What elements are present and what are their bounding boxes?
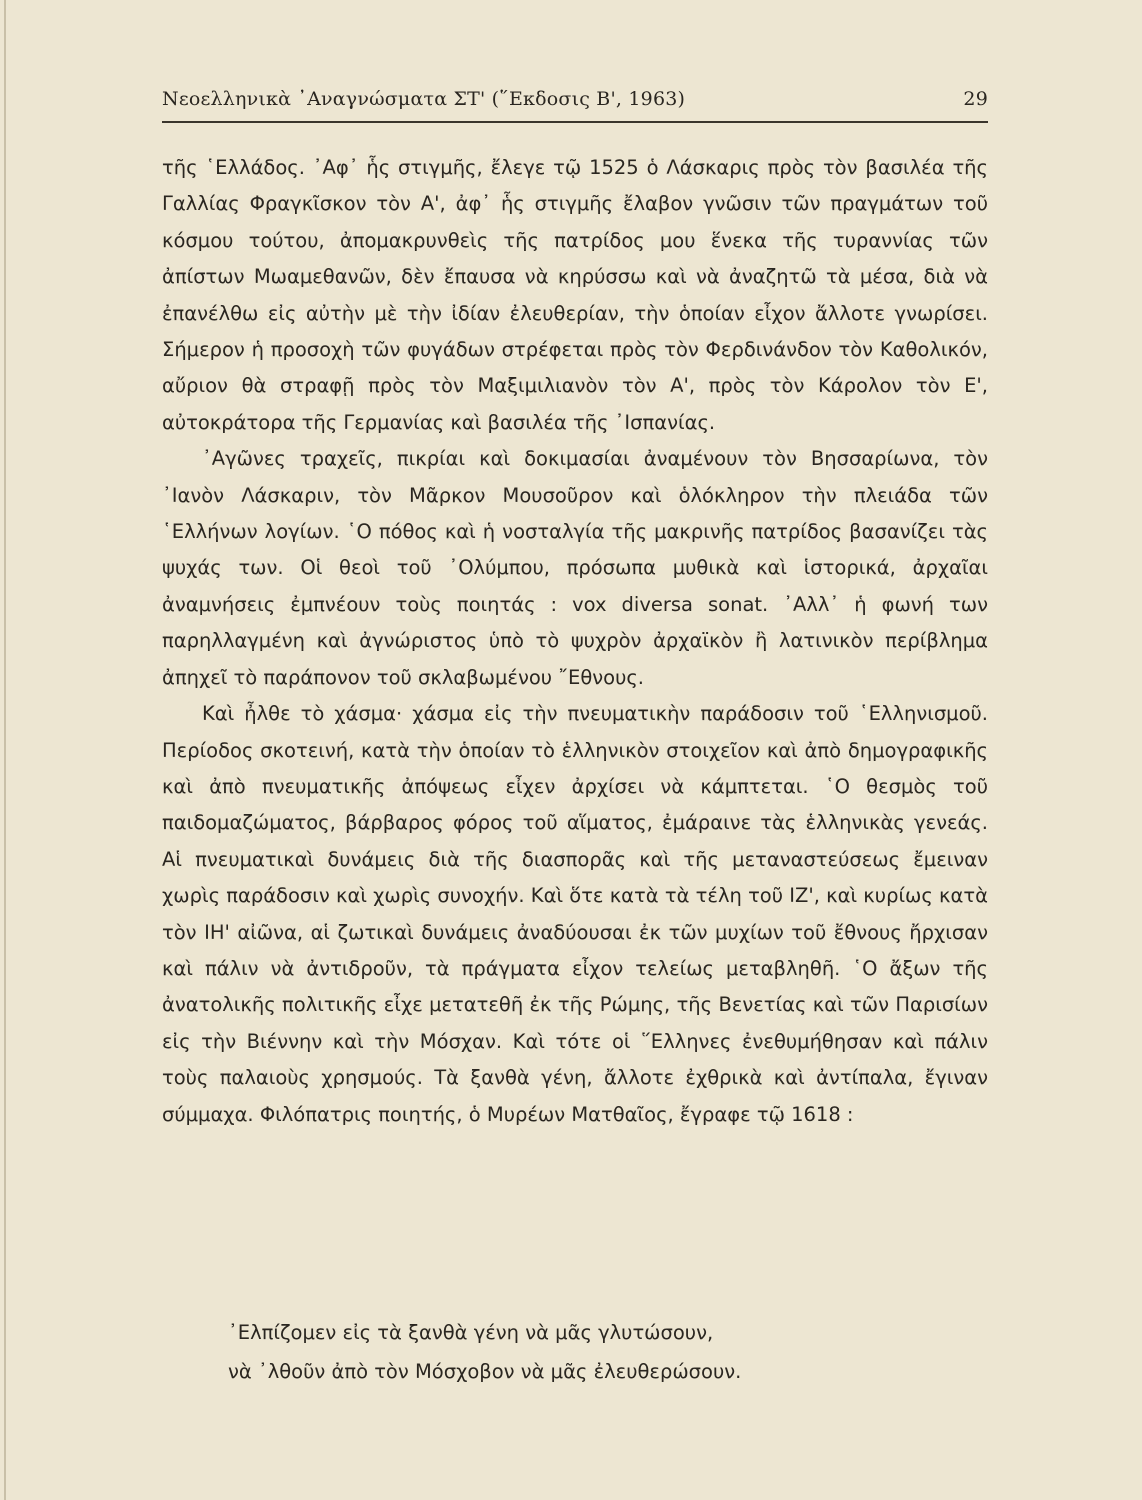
verse-line-1: ᾿Ελπίζομεν εἰς τὰ ξανθὰ γένη νὰ μᾶς γλυτώσουν,: [228, 1321, 714, 1344]
verse-quote: [162, 1313, 988, 1391]
paragraph-1: τῆς ῾Ελλάδος. ᾿Αφ᾿ ἧς στιγμῆς, ἔλεγε τῷ 1525 ὁ Λάσκαρις πρὸς τὸν βασιλέα τῆς Γαλλίας Φραγκῖσκον τὸν Α', ἀφ᾿ ἧς στιγμῆς ἔλαβον γνῶσιν τῶν πραγμάτων τοῦ κόσμου τούτου, ἀπομακρυνθεὶς τῆς πατρίδος μου ἕνεκα τῆς τυραννίας τῶν ἀπίστων Μωαμεθανῶν, δὲν ἔπαυσα νὰ κηρύσσω καὶ νὰ ἀναζητῶ τὰ μέσα, διὰ νὰ ἐπανέλθω εἰς αὐτὴν μὲ τὴν ἰδίαν ἐλευθερίαν, τὴν ὁποίαν εἶχον ἄλλοτε γνωρίσει. Σήμερον ἡ προσοχὴ τῶν φυγάδων στρέφεται πρὸς τὸν Φερδινάνδον τὸν Καθολικόν, αὔριον θὰ στραφῇ πρὸς τὸν Μαξιμιλιανὸν τὸν Α', πρὸς τὸν Κάρολον τὸν Ε', αὐτοκράτορα τῆς Γερμανίας καὶ βασιλέα τῆς ᾿Ισπανίας.: [162, 156, 988, 434]
page-edge-line: [4, 0, 6, 1500]
page-header: [162, 84, 988, 114]
main-text: [162, 150, 988, 1133]
verse-line-2: νὰ ᾿λθοῦν ἀπὸ τὸν Μόσχοβον νὰ μᾶς ἐλευθερώσουν.: [228, 1360, 742, 1383]
page-number: 29: [963, 88, 988, 110]
header-rule: [162, 121, 988, 123]
running-title: Νεοελληνικὰ ᾿Αναγνώσματα ΣΤ' (῞Εκδοσις Β', 1963): [162, 88, 686, 110]
paragraph-2: ᾿Αγῶνες τραχεῖς, πικρίαι καὶ δοκιμασίαι ἀναμένουν τὸν Βησσαρίωνα, τὸν ᾿Ιανὸν Λάσκαριν, τὸν Μᾶρκον Μουσοῦρον καὶ ὁλόκληρον τὴν πλειάδα τῶν ῾Ελλήνων λογίων. ῾Ο πόθος καὶ ἡ νοσταλγία τῆς μακρινῆς πατρίδος βασανίζει τὰς ψυχάς των. Οἱ θεοὶ τοῦ ᾿Ολύμπου, πρόσωπα μυθικὰ καὶ ἱστορικά, ἀρχαῖαι ἀναμνήσεις ἐμπνέουν τοὺς ποιητάς : vox diversa sonat. ᾿Αλλ᾿ ἡ φωνή των παρηλλαγμένη καὶ ἀγνώριστος ὑπὸ τὸ ψυχρὸν ἀρχαϊκὸν ἢ λατινικὸν περίβλημα ἀπηχεῖ τὸ παράπονον τοῦ σκλαβωμένου ῎Εθνους.: [162, 447, 988, 689]
paragraph-3: Καὶ ἦλθε τὸ χάσμα· χάσμα εἰς τὴν πνευματικὴν παράδοσιν τοῦ ῾Ελληνισμοῦ. Περίοδος σκοτεινή, κατὰ τὴν ὁποίαν τὸ ἑλληνικὸν στοιχεῖον καὶ ἀπὸ δημογραφικῆς καὶ ἀπὸ πνευματικῆς ἀπόψεως εἶχεν ἀρχίσει νὰ κάμπτεται. ῾Ο θεσμὸς τοῦ παιδομαζώματος, βάρβαρος φόρος τοῦ αἵματος, ἐμάραινε τὰς ἑλληνικὰς γενεάς. Αἱ πνευματικαὶ δυνάμεις διὰ τῆς διασπορᾶς καὶ τῆς μεταναστεύσεως ἔμειναν χωρὶς παράδοσιν καὶ χωρὶς συνοχήν. Καὶ ὅτε κατὰ τὰ τέλη τοῦ ΙΖ', καὶ κυρίως κατὰ τὸν ΙΗ' αἰῶνα, αἱ ζωτικαὶ δυνάμεις ἀναδύουσαι ἐκ τῶν μυχίων τοῦ ἔθνους ἤρχισαν καὶ πάλιν νὰ ἀντιδροῦν, τὰ πράγματα εἶχον τελείως μεταβληθῆ. ῾Ο ἄξων τῆς ἀνατολικῆς πολιτικῆς εἶχε μετατεθῆ ἐκ τῆς Ρώμης, τῆς Βενετίας καὶ τῶν Παρισίων εἰς τὴν Βιέννην καὶ τὴν Μόσχαν. Καὶ τότε οἱ ῞Ελληνες ἐνεθυμήθησαν καὶ πάλιν τοὺς παλαιοὺς χρησμούς. Τὰ ξανθὰ γένη, ἄλλοτε ἐχθρικὰ καὶ ἀντίπαλα, ἔγιναν σύμμαχα. Φιλόπατρις ποιητής, ὁ Μυρέων Ματθαῖος, ἔγραφε τῷ 1618 :: [162, 702, 988, 1126]
